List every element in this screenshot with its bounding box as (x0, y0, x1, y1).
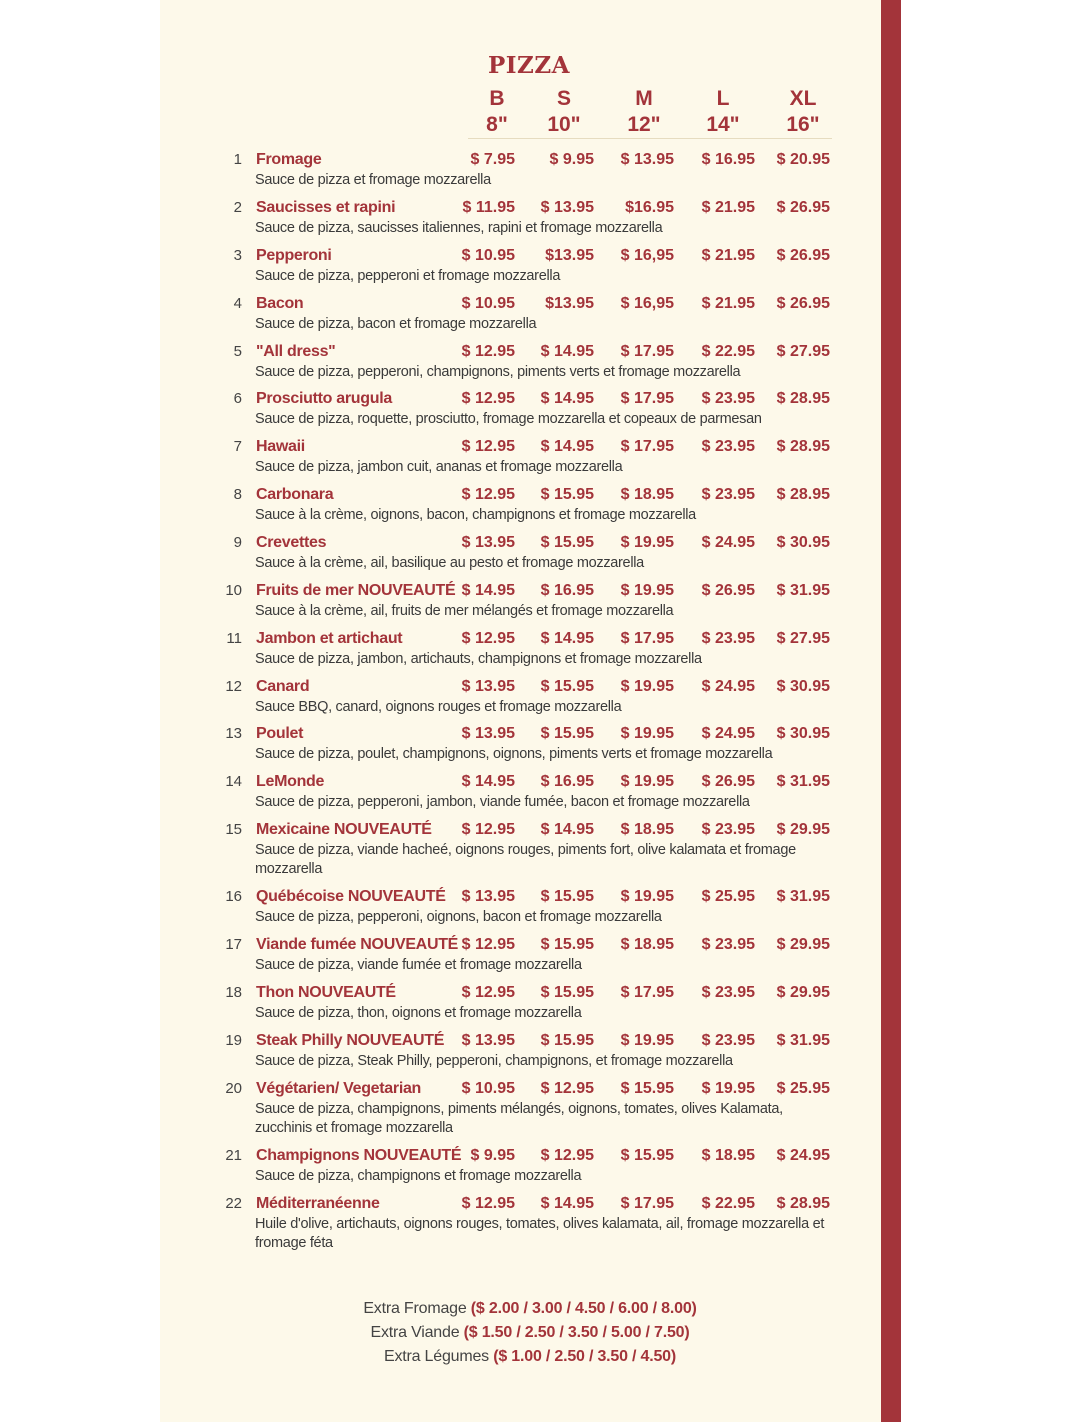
item-name: Canard (256, 678, 310, 695)
item-number: 16 (225, 888, 242, 905)
item-price-b: $ 13.95 (461, 1032, 515, 1049)
item-description: Sauce à la crème, oignons, bacon, champignons et fromage mozzarella (255, 507, 696, 523)
item-price-xl: $ 28.95 (776, 486, 830, 503)
menu-item (0, 983, 1085, 1027)
item-description: Sauce de pizza, Steak Philly, pepperoni, champignons, et fromage mozzarella (255, 1053, 733, 1069)
item-price-b: $ 12.95 (461, 486, 515, 503)
item-price-s: $ 13.95 (540, 199, 594, 216)
item-price-s: $ 15.95 (540, 678, 594, 695)
item-price-b: $ 12.95 (461, 343, 515, 360)
item-description: Sauce de pizza, pepperoni, oignons, bacon et fromage mozzarella (255, 909, 662, 925)
item-name: Végétarien/ Vegetarian (256, 1080, 422, 1097)
item-price-s: $ 9.95 (549, 151, 594, 168)
item-price-m: $ 18.95 (620, 821, 674, 838)
item-price-m: $16.95 (625, 199, 674, 216)
item-price-xl: $ 31.95 (776, 773, 830, 790)
item-price-xl: $ 26.95 (776, 247, 830, 264)
item-price-m: $ 19.95 (620, 1032, 674, 1049)
item-price-xl: $ 29.95 (776, 936, 830, 953)
extra-prices: ($ 1.00 / 2.50 / 3.50 / 4.50) (493, 1348, 677, 1365)
item-price-s: $ 12.95 (540, 1080, 594, 1097)
menu-item (0, 581, 1085, 625)
item-price-m: $ 17.95 (620, 390, 674, 407)
item-price-s: $ 14.95 (540, 343, 594, 360)
menu-item (0, 1031, 1085, 1075)
item-name: "All dress" (256, 343, 336, 360)
item-price-xl: $ 25.95 (776, 1080, 830, 1097)
header-divider (468, 138, 832, 139)
size-code: XL (789, 87, 817, 110)
item-price-m: $ 19.95 (620, 678, 674, 695)
item-price-s: $13.95 (545, 247, 594, 264)
size-code: S (556, 87, 571, 110)
item-price-xl: $ 31.95 (776, 582, 830, 599)
item-price-l: $ 24.95 (701, 678, 755, 695)
menu-item (0, 677, 1085, 721)
item-name: LeMonde (256, 773, 325, 790)
menu-title: PIZZA (488, 52, 570, 79)
item-price-l: $ 23.95 (701, 1032, 755, 1049)
item-name: Crevettes (256, 534, 327, 551)
item-name: Steak Philly NOUVEAUTÉ (256, 1032, 445, 1049)
item-description: Huile d'olive, artichauts, oignons rouges, tomates, olives kalamata, ail, fromage mozzarella et fromage féta (255, 1216, 825, 1251)
item-price-b: $ 11.95 (462, 199, 515, 216)
extra-label: Extra Viande (370, 1324, 464, 1341)
menu-item (0, 246, 1085, 290)
item-price-s: $ 14.95 (540, 1195, 594, 1212)
item-price-m: $ 18.95 (620, 486, 674, 503)
size-header-b (462, 86, 532, 138)
item-price-xl: $ 29.95 (776, 821, 830, 838)
item-price-l: $ 23.95 (701, 630, 755, 647)
item-description: Sauce à la crème, ail, fruits de mer mélangés et fromage mozzarella (255, 603, 674, 619)
item-number: 10 (225, 582, 242, 599)
item-description: Sauce à la crème, ail, basilique au pesto et fromage mozzarella (255, 555, 644, 571)
item-name: Bacon (256, 295, 304, 312)
item-name: Thon NOUVEAUTÉ (256, 984, 396, 1001)
extra-legumes (160, 1345, 900, 1369)
item-name: Saucisses et rapini (256, 199, 396, 216)
menu-item (0, 533, 1085, 577)
item-price-m: $ 17.95 (620, 984, 674, 1001)
item-price-m: $ 17.95 (620, 438, 674, 455)
item-price-s: $ 14.95 (540, 438, 594, 455)
item-price-l: $ 23.95 (701, 438, 755, 455)
item-price-b: $ 12.95 (461, 1195, 515, 1212)
item-price-l: $ 23.95 (701, 390, 755, 407)
item-price-b: $ 13.95 (461, 534, 515, 551)
item-price-l: $ 23.95 (701, 984, 755, 1001)
item-number: 2 (233, 199, 242, 216)
item-description: Sauce BBQ, canard, oignons rouges et fromage mozzarella (255, 699, 622, 715)
item-name: Jambon et artichaut (256, 630, 403, 647)
item-number: 15 (225, 821, 242, 838)
item-description: Sauce de pizza, pepperoni et fromage mozzarella (255, 268, 561, 284)
item-number: 20 (225, 1080, 242, 1097)
item-number: 19 (225, 1032, 242, 1049)
item-price-l: $ 19.95 (701, 1080, 755, 1097)
item-price-xl: $ 27.95 (776, 630, 830, 647)
item-price-b: $ 10.95 (461, 247, 515, 264)
size-header-s (529, 86, 599, 138)
item-number: 17 (225, 936, 242, 953)
item-number: 5 (233, 343, 242, 360)
item-price-s: $13.95 (545, 295, 594, 312)
item-price-l: $ 21.95 (701, 295, 755, 312)
item-price-l: $ 23.95 (701, 821, 755, 838)
size-header-l (688, 86, 758, 138)
menu-item (0, 1079, 1085, 1136)
item-number: 8 (233, 486, 242, 503)
item-price-b: $ 14.95 (461, 582, 515, 599)
item-price-m: $ 13.95 (620, 151, 674, 168)
item-price-xl: $ 20.95 (776, 151, 830, 168)
item-number: 7 (233, 438, 242, 455)
item-price-xl: $ 31.95 (776, 888, 830, 905)
item-price-s: $ 12.95 (540, 1147, 594, 1164)
item-price-xl: $ 29.95 (776, 984, 830, 1001)
extra-viande (160, 1321, 900, 1345)
menu-item (0, 485, 1085, 529)
item-price-l: $ 21.95 (701, 199, 755, 216)
item-price-s: $ 16.95 (540, 773, 594, 790)
extra-fromage (160, 1297, 900, 1321)
item-number: 3 (233, 247, 242, 264)
item-price-b: $ 13.95 (461, 888, 515, 905)
item-name: Carbonara (256, 486, 334, 503)
item-price-s: $ 14.95 (540, 821, 594, 838)
item-price-b: $ 12.95 (461, 984, 515, 1001)
size-inch: 14" (706, 113, 740, 136)
item-price-m: $ 19.95 (620, 773, 674, 790)
item-price-s: $ 15.95 (540, 725, 594, 742)
item-price-xl: $ 31.95 (776, 1032, 830, 1049)
item-price-b: $ 9.95 (470, 1147, 515, 1164)
item-price-l: $ 24.95 (701, 725, 755, 742)
item-description: Sauce de pizza, viande fumée et fromage mozzarella (255, 957, 582, 973)
item-price-m: $ 16,95 (620, 295, 674, 312)
item-name: Viande fumée NOUVEAUTÉ (256, 936, 459, 953)
item-name: Prosciutto arugula (256, 390, 392, 407)
item-price-b: $ 12.95 (461, 630, 515, 647)
item-price-l: $ 26.95 (701, 773, 755, 790)
menu-item (0, 437, 1085, 481)
item-description: Sauce de pizza, jambon, artichauts, champignons et fromage mozzarella (255, 651, 702, 667)
item-price-s: $ 15.95 (540, 1032, 594, 1049)
item-price-b: $ 13.95 (461, 725, 515, 742)
item-price-xl: $ 26.95 (776, 199, 830, 216)
menu-item (0, 629, 1085, 673)
item-price-xl: $ 30.95 (776, 678, 830, 695)
menu-item (0, 820, 1085, 877)
item-description: Sauce de pizza, champignons, piments mélangés, oignons, tomates, olives Kalamata, zucchinis et fromage mozzarella (255, 1101, 783, 1136)
item-number: 11 (226, 630, 242, 647)
item-description: Sauce de pizza, viande hacheé, oignons rouges, piments fort, olive kalamata et fromage mozzarella (255, 842, 796, 877)
item-name: Champignons NOUVEAUTÉ (256, 1147, 462, 1164)
item-price-b: $ 7.95 (470, 151, 515, 168)
item-number: 12 (225, 678, 242, 695)
item-price-s: $ 15.95 (540, 936, 594, 953)
item-price-b: $ 14.95 (461, 773, 515, 790)
size-inch: 8" (486, 113, 508, 136)
item-price-l: $ 21.95 (701, 247, 755, 264)
item-price-s: $ 14.95 (540, 390, 594, 407)
item-name: Mexicaine NOUVEAUTÉ (256, 821, 432, 838)
menu-item (0, 389, 1085, 433)
item-number: 18 (225, 984, 242, 1001)
item-number: 4 (233, 295, 242, 312)
item-price-m: $ 19.95 (620, 534, 674, 551)
size-code: M (635, 87, 653, 110)
extra-prices: ($ 1.50 / 2.50 / 3.50 / 5.00 / 7.50) (463, 1324, 690, 1341)
item-price-xl: $ 28.95 (776, 438, 830, 455)
item-price-s: $ 15.95 (540, 534, 594, 551)
item-price-b: $ 12.95 (461, 438, 515, 455)
item-price-s: $ 14.95 (540, 630, 594, 647)
item-description: Sauce de pizza, saucisses italiennes, rapini et fromage mozzarella (255, 220, 663, 236)
item-name: Québécoise NOUVEAUTÉ (256, 888, 446, 905)
item-price-l: $ 23.95 (701, 486, 755, 503)
size-header-m (609, 86, 679, 138)
item-number: 21 (225, 1147, 242, 1164)
item-price-l: $ 22.95 (701, 343, 755, 360)
menu-item (0, 198, 1085, 242)
item-price-xl: $ 28.95 (776, 1195, 830, 1212)
item-name: Hawaii (256, 438, 305, 455)
item-price-xl: $ 30.95 (776, 534, 830, 551)
menu-item (0, 935, 1085, 979)
item-price-l: $ 26.95 (701, 582, 755, 599)
item-name: Fromage (256, 151, 322, 168)
size-header-xl (768, 86, 838, 138)
item-price-m: $ 16,95 (620, 247, 674, 264)
item-description: Sauce de pizza, bacon et fromage mozzarella (255, 316, 537, 332)
item-price-m: $ 15.95 (620, 1147, 674, 1164)
item-number: 13 (225, 725, 242, 742)
item-price-l: $ 16.95 (701, 151, 755, 168)
item-name: Méditerranéenne (256, 1195, 380, 1212)
item-price-l: $ 25.95 (701, 888, 755, 905)
item-price-s: $ 15.95 (540, 984, 594, 1001)
item-price-l: $ 24.95 (701, 534, 755, 551)
size-code: L (716, 87, 730, 110)
item-price-l: $ 18.95 (701, 1147, 755, 1164)
item-description: Sauce de pizza et fromage mozzarella (255, 172, 491, 188)
menu-item (0, 1146, 1085, 1190)
item-price-m: $ 15.95 (620, 1080, 674, 1097)
item-number: 22 (225, 1195, 242, 1212)
item-price-s: $ 16.95 (540, 582, 594, 599)
item-price-l: $ 23.95 (701, 936, 755, 953)
item-price-b: $ 12.95 (461, 821, 515, 838)
menu-item (0, 342, 1085, 386)
item-name: Pepperoni (256, 247, 332, 264)
item-price-m: $ 19.95 (620, 725, 674, 742)
item-description: Sauce de pizza, roquette, prosciutto, fromage mozzarella et copeaux de parmesan (255, 411, 762, 427)
item-price-m: $ 19.95 (620, 582, 674, 599)
item-description: Sauce de pizza, pepperoni, jambon, viande fumée, bacon et fromage mozzarella (255, 794, 750, 810)
item-description: Sauce de pizza, champignons et fromage mozzarella (255, 1168, 582, 1184)
menu-item (0, 887, 1085, 931)
item-price-b: $ 13.95 (461, 678, 515, 695)
item-price-b: $ 12.95 (461, 390, 515, 407)
item-price-xl: $ 27.95 (776, 343, 830, 360)
item-price-m: $ 17.95 (620, 1195, 674, 1212)
size-inch: 12" (627, 113, 661, 136)
menu-item (0, 294, 1085, 338)
menu-item (0, 150, 1085, 194)
item-description: Sauce de pizza, thon, oignons et fromage mozzarella (255, 1005, 582, 1021)
item-description: Sauce de pizza, poulet, champignons, oignons, piments verts et fromage mozzarella (255, 746, 773, 762)
size-code: B (489, 87, 505, 110)
menu-item (0, 724, 1085, 768)
item-price-xl: $ 28.95 (776, 390, 830, 407)
item-price-xl: $ 30.95 (776, 725, 830, 742)
item-price-b: $ 12.95 (461, 936, 515, 953)
item-price-s: $ 15.95 (540, 888, 594, 905)
item-price-m: $ 18.95 (620, 936, 674, 953)
extra-label: Extra Légumes (383, 1348, 494, 1365)
item-price-m: $ 17.95 (620, 343, 674, 360)
item-price-l: $ 22.95 (701, 1195, 755, 1212)
item-price-m: $ 17.95 (620, 630, 674, 647)
item-price-b: $ 10.95 (461, 295, 515, 312)
item-number: 9 (233, 534, 242, 551)
menu-item (0, 772, 1085, 816)
extra-label: Extra Fromage (363, 1300, 471, 1317)
item-price-xl: $ 26.95 (776, 295, 830, 312)
item-name: Fruits de mer NOUVEAUTÉ (256, 582, 456, 599)
item-price-s: $ 15.95 (540, 486, 594, 503)
item-price-b: $ 10.95 (461, 1080, 515, 1097)
extra-prices: ($ 2.00 / 3.00 / 4.50 / 6.00 / 8.00) (470, 1300, 697, 1317)
item-number: 6 (233, 390, 242, 407)
item-number: 14 (225, 773, 242, 790)
extras-list (160, 1297, 900, 1369)
item-price-xl: $ 24.95 (776, 1147, 830, 1164)
item-description: Sauce de pizza, jambon cuit, ananas et fromage mozzarella (255, 459, 623, 475)
size-inch: 16" (786, 113, 820, 136)
item-number: 1 (233, 151, 242, 168)
item-description: Sauce de pizza, pepperoni, champignons, piments verts et fromage mozzarella (255, 364, 741, 380)
item-name: Poulet (256, 725, 304, 742)
menu-item (0, 1194, 1085, 1251)
item-price-m: $ 19.95 (620, 888, 674, 905)
size-inch: 10" (547, 113, 581, 136)
